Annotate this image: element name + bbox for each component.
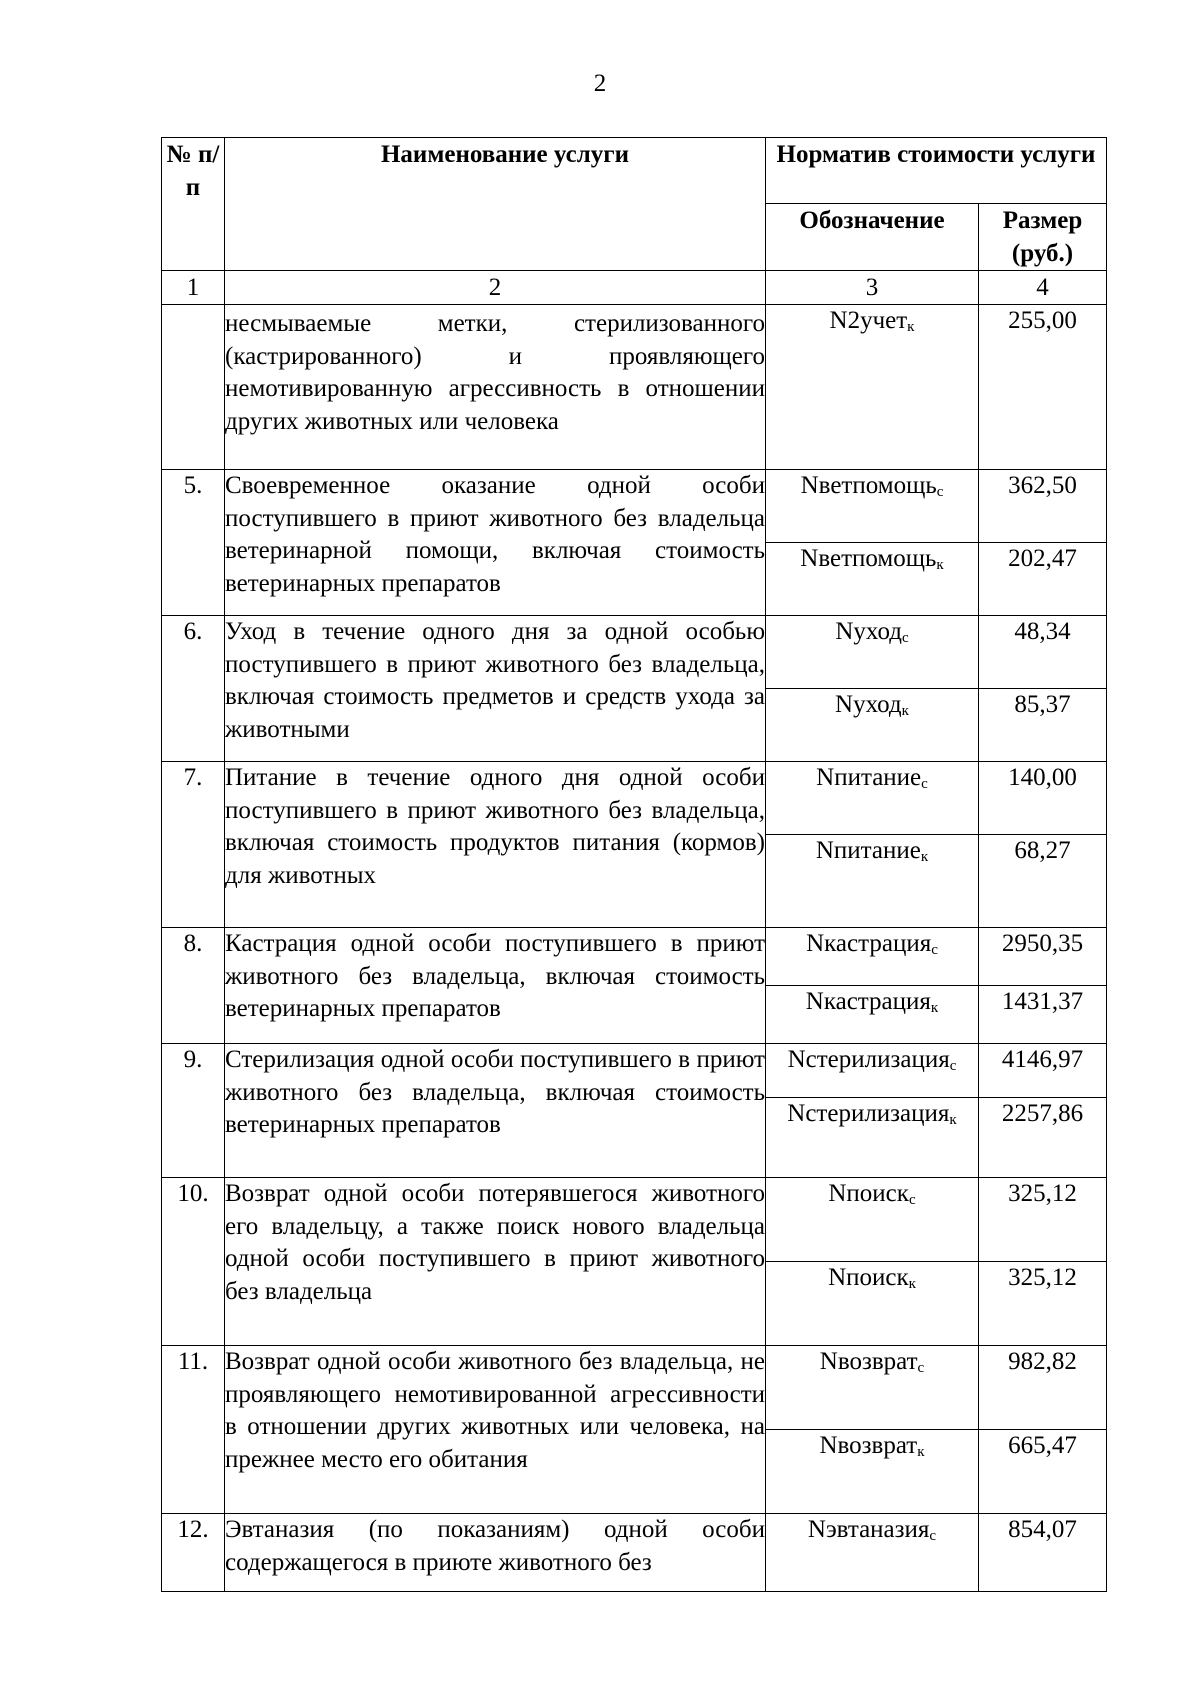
row-description: Возврат одной особи потерявшегося животного его владельцу, а также поиск нового владельца одной особи поступившего в приют животного без владельца: [225, 1178, 766, 1346]
norm-value: 48,34: [979, 616, 1107, 689]
norm-code-subscript: с: [908, 1192, 916, 1208]
row-number: 6.: [162, 616, 225, 762]
norm-value: 325,12: [979, 1178, 1107, 1262]
norm-value: 665,47: [979, 1430, 1107, 1514]
norm-code: Nвозврат$_с$: [766, 1346, 979, 1430]
norm-value: 4146,97: [979, 1044, 1107, 1098]
norm-code-subscript: к: [920, 849, 929, 865]
norm-code-subscript: с: [921, 776, 928, 792]
table-row: [162, 1346, 1107, 1430]
norm-code-subscript: к: [949, 1112, 957, 1128]
header-num: № п/п: [162, 138, 225, 271]
row-description: Питание в течение одного дня одной особи поступившего в приют животного без владельца, включая стоимость продуктов питания (кормов) для животных: [225, 762, 766, 928]
norm-code: Nкастрация$_к$: [766, 986, 979, 1044]
row-description: Уход в течение одного дня за одной особью поступившего в приют животного без владельца, включая стоимость предметов и средств ухода за животными: [225, 616, 766, 762]
row-number: 7.: [162, 762, 225, 928]
page-number: 2: [593, 70, 607, 97]
table-row: [162, 1178, 1107, 1262]
norm-code-subscript: к: [908, 1276, 916, 1292]
row-description: Кастрация одной особи поступившего в приют животного без владельца, включая стоимость ветеринарных препаратов: [225, 928, 766, 1044]
norm-code: Nуход$_к$: [766, 689, 979, 762]
header-name-text: Наименование услуги: [380, 141, 630, 168]
row-number: 12.: [162, 1514, 225, 1592]
norm-value: 325,12: [979, 1262, 1107, 1346]
norm-code: Nуход$_с$: [766, 616, 979, 689]
norm-code: Nветпомощь$_с$: [766, 470, 979, 543]
norm-code: Nпоиск$_к$: [766, 1262, 979, 1346]
row-number: 5.: [162, 470, 225, 616]
norm-code: Nпитание$_с$: [766, 762, 979, 835]
norm-value: 68,27: [979, 835, 1107, 928]
norm-code-subscript: к: [907, 319, 915, 335]
row-number: 8.: [162, 928, 225, 1044]
norm-code: Nэвтаназия$_с$: [766, 1514, 979, 1592]
norm-code-subscript: с: [917, 1360, 925, 1376]
norms-table: [161, 137, 1107, 1592]
norm-code: Nпитание$_к$: [766, 835, 979, 928]
table-row: [162, 616, 1107, 689]
row-description: Стерилизация одной особи поступившего в приют животного без владельца, включая стоимость ветеринарных препаратов: [225, 1044, 766, 1178]
norm-value: 202,47: [979, 543, 1107, 616]
column-index-row: [162, 271, 1107, 305]
header-size: Размер (руб.): [979, 204, 1107, 271]
header-norm-text: Норматив стоимости услуги: [776, 141, 1096, 168]
row-description: Эвтаназия (по показаниям) одной особи содержащегося в приюте животного без: [225, 1514, 766, 1592]
row-number: 11.: [162, 1346, 225, 1514]
column-index: 1: [162, 271, 225, 305]
row-description: несмываемые метки, стерилизованного (кастрированного) и проявляющего немотивированную агрессивность в отношении других животных или человека: [225, 305, 766, 470]
header-designation: Обозначение: [766, 204, 979, 271]
table-row: [162, 1044, 1107, 1098]
norm-value: 255,00: [979, 305, 1107, 470]
norm-value: 2257,86: [979, 1098, 1107, 1178]
norm-code-subscript: с: [929, 1528, 937, 1544]
header-name: [225, 138, 766, 271]
norm-value: 1431,37: [979, 986, 1107, 1044]
norm-code: Nкастрация$_с$: [766, 928, 979, 986]
header-norm: [766, 138, 1107, 204]
row-description: Возврат одной особи животного без владельца, не проявляющего немотивированной агрессивности в отношении других животных или человека, на прежнее место его обитания: [225, 1346, 766, 1514]
norm-code: Nстерилизация$_с$: [766, 1044, 979, 1098]
norm-code-subscript: с: [901, 630, 909, 646]
norm-code-subscript: к: [917, 1444, 925, 1460]
norm-value: 85,37: [979, 689, 1107, 762]
table-row: [162, 305, 1107, 470]
table-row: [162, 762, 1107, 835]
table-row: [162, 470, 1107, 543]
norm-code-subscript: к: [936, 557, 944, 573]
norm-code: Nвозврат$_к$: [766, 1430, 979, 1514]
row-number: 10.: [162, 1178, 225, 1346]
norm-code-subscript: к: [930, 1000, 939, 1016]
norm-code: Nстерилизация$_к$: [766, 1098, 979, 1178]
norm-code-subscript: с: [949, 1058, 957, 1074]
norm-code-subscript: с: [936, 484, 944, 500]
norm-code: Nветпомощь$_к$: [766, 543, 979, 616]
norm-code: N2учет$_к$: [766, 305, 979, 470]
norm-value: 362,50: [979, 470, 1107, 543]
column-index: 4: [979, 271, 1107, 305]
norm-code-subscript: к: [901, 703, 909, 719]
table-row: [162, 928, 1107, 986]
norm-value: 2950,35: [979, 928, 1107, 986]
row-description: Своевременное оказание одной особи поступившего в приют животного без владельца ветеринарной помощи, включая стоимость ветеринарных препаратов: [225, 470, 766, 616]
norm-value: 854,07: [979, 1514, 1107, 1592]
norm-code: Nпоиск$_с$: [766, 1178, 979, 1262]
column-index: 3: [766, 271, 979, 305]
row-number: 9.: [162, 1044, 225, 1178]
norm-code-subscript: с: [931, 942, 938, 958]
norm-value: 982,82: [979, 1346, 1107, 1430]
norm-value: 140,00: [979, 762, 1107, 835]
row-number: [162, 305, 225, 470]
column-index: 2: [225, 271, 766, 305]
table-row: [162, 1514, 1107, 1592]
